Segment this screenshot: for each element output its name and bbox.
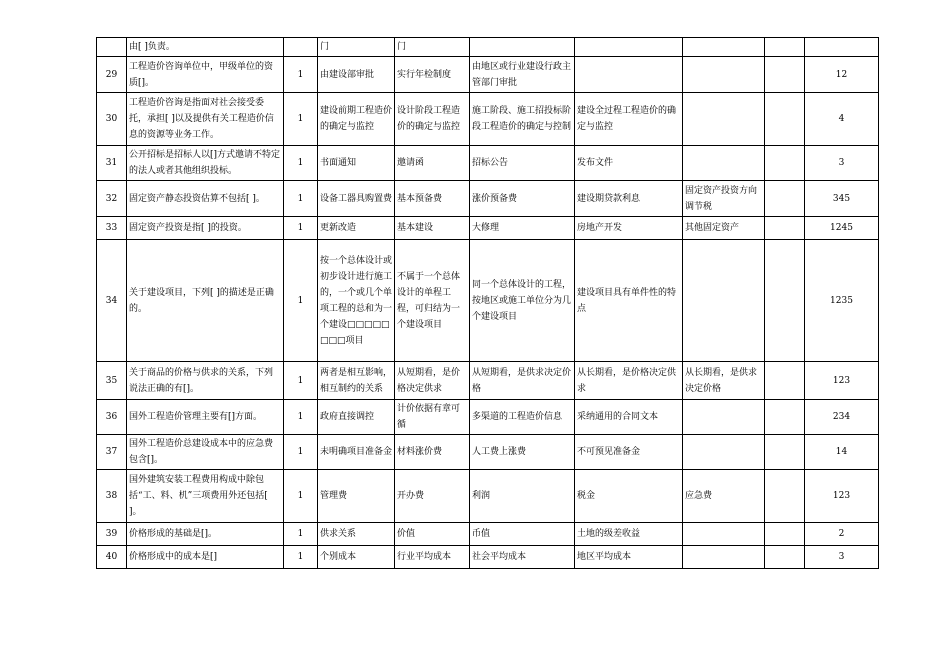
question-cell: 由[ ]负责。 bbox=[127, 38, 284, 57]
question-cell: 国外工程造价管理主要有[]方面。 bbox=[127, 400, 284, 435]
option-3-cell: 招标公告 bbox=[470, 146, 575, 181]
option-3-cell bbox=[470, 38, 575, 57]
option-4-cell: 土地的级差收益 bbox=[575, 523, 683, 546]
score-cell: 1 bbox=[284, 470, 318, 523]
option-3-cell: 多渠道的工程造价信息 bbox=[470, 400, 575, 435]
question-cell: 工程造价咨询是指面对社会接受委托，承担[ ]以及提供有关工程造价信息的资源等业务工作。 bbox=[127, 93, 284, 146]
option-1-cell: 未明确项目准备金 bbox=[318, 435, 395, 470]
option-2-cell: 基本预备费 bbox=[395, 181, 470, 217]
row-number: 39 bbox=[97, 523, 127, 546]
blank-cell bbox=[765, 435, 805, 470]
option-1-cell: 按一个总体设计或初步设计进行施工的，一个或几个单项工程的总和为一个建设□□□□□□□□项目 bbox=[318, 240, 395, 362]
table-row bbox=[97, 400, 879, 435]
table-row bbox=[97, 181, 879, 217]
score-cell: 1 bbox=[284, 362, 318, 400]
option-4-cell: 发布文件 bbox=[575, 146, 683, 181]
blank-cell bbox=[765, 546, 805, 569]
blank-cell bbox=[765, 362, 805, 400]
table-row bbox=[97, 523, 879, 546]
score-cell: 1 bbox=[284, 217, 318, 240]
option-1-cell: 由建设部审批 bbox=[318, 57, 395, 93]
option-1-cell: 个别成本 bbox=[318, 546, 395, 569]
option-5-cell: 固定资产投资方向调节税 bbox=[683, 181, 765, 217]
option-3-cell: 人工费上涨费 bbox=[470, 435, 575, 470]
option-5-cell: 其他固定资产 bbox=[683, 217, 765, 240]
option-3-cell: 社会平均成本 bbox=[470, 546, 575, 569]
option-5-cell bbox=[683, 240, 765, 362]
blank-cell bbox=[765, 400, 805, 435]
blank-cell bbox=[765, 38, 805, 57]
option-2-cell: 开办费 bbox=[395, 470, 470, 523]
score-cell: 1 bbox=[284, 57, 318, 93]
question-cell: 国外工程造价总建设成本中的应急费包含[]。 bbox=[127, 435, 284, 470]
answer-cell: 12 bbox=[805, 57, 879, 93]
question-cell: 关于建设项目，下列[ ]的描述是正确的。 bbox=[127, 240, 284, 362]
option-1-cell: 书面通知 bbox=[318, 146, 395, 181]
option-4-cell: 采纳通用的合同文本 bbox=[575, 400, 683, 435]
option-2-cell: 不属于一个总体设计的单程工程，可归结为一个建设项目 bbox=[395, 240, 470, 362]
answer-cell: 3 bbox=[805, 146, 879, 181]
option-3-cell: 币值 bbox=[470, 523, 575, 546]
option-1-cell: 两者是相互影响，相互制约的关系 bbox=[318, 362, 395, 400]
option-5-cell bbox=[683, 57, 765, 93]
answer-cell: 14 bbox=[805, 435, 879, 470]
question-cell: 固定资产静态投资估算不包括[ ]。 bbox=[127, 181, 284, 217]
option-1-cell: 管理费 bbox=[318, 470, 395, 523]
answer-cell: 2 bbox=[805, 523, 879, 546]
score-cell: 1 bbox=[284, 240, 318, 362]
option-2-cell: 计价依据有章可循 bbox=[395, 400, 470, 435]
option-1-cell: 建设前期工程造价的确定与监控 bbox=[318, 93, 395, 146]
option-1-cell: 更新改造 bbox=[318, 217, 395, 240]
answer-cell: 1235 bbox=[805, 240, 879, 362]
question-cell: 价格形成中的成本是[] bbox=[127, 546, 284, 569]
option-5-cell bbox=[683, 546, 765, 569]
answer-cell: 3 bbox=[805, 546, 879, 569]
question-cell: 固定资产投资是指[ ]的投资。 bbox=[127, 217, 284, 240]
question-cell: 价格形成的基础是[]。 bbox=[127, 523, 284, 546]
row-number: 29 bbox=[97, 57, 127, 93]
score-cell: 1 bbox=[284, 400, 318, 435]
score-cell bbox=[284, 38, 318, 57]
option-5-cell bbox=[683, 38, 765, 57]
table-row bbox=[97, 38, 879, 57]
option-4-cell: 税金 bbox=[575, 470, 683, 523]
option-4-cell bbox=[575, 38, 683, 57]
answer-cell: 4 bbox=[805, 93, 879, 146]
answer-cell bbox=[805, 38, 879, 57]
score-cell: 1 bbox=[284, 181, 318, 217]
option-4-cell: 不可预见准备金 bbox=[575, 435, 683, 470]
row-number bbox=[97, 38, 127, 57]
option-3-cell: 由地区或行业建设行政主管部门审批 bbox=[470, 57, 575, 93]
option-5-cell bbox=[683, 93, 765, 146]
row-number: 36 bbox=[97, 400, 127, 435]
blank-cell bbox=[765, 181, 805, 217]
option-1-cell: 政府直接调控 bbox=[318, 400, 395, 435]
option-4-cell: 建设项目具有单件性的特点 bbox=[575, 240, 683, 362]
option-4-cell: 从长期看，是价格决定供求 bbox=[575, 362, 683, 400]
answer-cell: 234 bbox=[805, 400, 879, 435]
row-number: 38 bbox=[97, 470, 127, 523]
table-row bbox=[97, 146, 879, 181]
answer-cell: 345 bbox=[805, 181, 879, 217]
option-3-cell: 大修理 bbox=[470, 217, 575, 240]
option-2-cell: 实行年检制度 bbox=[395, 57, 470, 93]
score-cell: 1 bbox=[284, 546, 318, 569]
blank-cell bbox=[765, 240, 805, 362]
question-table bbox=[96, 37, 879, 569]
option-2-cell: 门 bbox=[395, 38, 470, 57]
option-5-cell bbox=[683, 146, 765, 181]
option-2-cell: 基本建设 bbox=[395, 217, 470, 240]
option-3-cell: 施工阶段、施工招投标阶段工程造价的确定与控制 bbox=[470, 93, 575, 146]
option-5-cell: 应急费 bbox=[683, 470, 765, 523]
option-2-cell: 设计阶段工程造价的确定与监控 bbox=[395, 93, 470, 146]
blank-cell bbox=[765, 470, 805, 523]
answer-cell: 123 bbox=[805, 470, 879, 523]
row-number: 34 bbox=[97, 240, 127, 362]
blank-cell bbox=[765, 57, 805, 93]
question-cell: 国外建筑安装工程费用构成中除包括“工、料、机”三项费用外还包括[ ]。 bbox=[127, 470, 284, 523]
row-number: 32 bbox=[97, 181, 127, 217]
option-2-cell: 邀请函 bbox=[395, 146, 470, 181]
blank-cell bbox=[765, 93, 805, 146]
option-2-cell: 行业平均成本 bbox=[395, 546, 470, 569]
score-cell: 1 bbox=[284, 523, 318, 546]
row-number: 37 bbox=[97, 435, 127, 470]
row-number: 40 bbox=[97, 546, 127, 569]
blank-cell bbox=[765, 523, 805, 546]
option-2-cell: 价值 bbox=[395, 523, 470, 546]
blank-cell bbox=[765, 217, 805, 240]
table-row bbox=[97, 435, 879, 470]
row-number: 35 bbox=[97, 362, 127, 400]
row-number: 33 bbox=[97, 217, 127, 240]
option-4-cell: 建设期贷款利息 bbox=[575, 181, 683, 217]
option-1-cell: 设备工器具购置费 bbox=[318, 181, 395, 217]
row-number: 31 bbox=[97, 146, 127, 181]
option-5-cell bbox=[683, 523, 765, 546]
table-row bbox=[97, 470, 879, 523]
option-4-cell: 地区平均成本 bbox=[575, 546, 683, 569]
row-number: 30 bbox=[97, 93, 127, 146]
option-2-cell: 材料涨价费 bbox=[395, 435, 470, 470]
answer-cell: 123 bbox=[805, 362, 879, 400]
option-3-cell: 从短期看，是供求决定价格 bbox=[470, 362, 575, 400]
question-cell: 公开招标是招标人以[]方式邀请不特定的法人或者其他组织投标。 bbox=[127, 146, 284, 181]
option-3-cell: 同一个总体设计的工程，按地区或施工单位分为几个建设项目 bbox=[470, 240, 575, 362]
option-2-cell: 从短期看，是价格决定供求 bbox=[395, 362, 470, 400]
table-row bbox=[97, 546, 879, 569]
table-row bbox=[97, 57, 879, 93]
table-row bbox=[97, 362, 879, 400]
option-1-cell: 门 bbox=[318, 38, 395, 57]
table-row bbox=[97, 240, 879, 362]
option-4-cell: 房地产开发 bbox=[575, 217, 683, 240]
option-3-cell: 涨价预备费 bbox=[470, 181, 575, 217]
score-cell: 1 bbox=[284, 146, 318, 181]
option-4-cell: 建设全过程工程造价的确定与监控 bbox=[575, 93, 683, 146]
question-cell: 工程造价咨询单位中，甲级单位的资质[]。 bbox=[127, 57, 284, 93]
answer-cell: 1245 bbox=[805, 217, 879, 240]
blank-cell bbox=[765, 146, 805, 181]
option-3-cell: 利润 bbox=[470, 470, 575, 523]
option-4-cell bbox=[575, 57, 683, 93]
option-5-cell bbox=[683, 435, 765, 470]
score-cell: 1 bbox=[284, 435, 318, 470]
score-cell: 1 bbox=[284, 93, 318, 146]
option-1-cell: 供求关系 bbox=[318, 523, 395, 546]
table-row bbox=[97, 93, 879, 146]
question-cell: 关于商品的价格与供求的关系，下列说法正确的有[]。 bbox=[127, 362, 284, 400]
option-5-cell bbox=[683, 400, 765, 435]
option-5-cell: 从长期看，是供求决定价格 bbox=[683, 362, 765, 400]
table-row bbox=[97, 217, 879, 240]
